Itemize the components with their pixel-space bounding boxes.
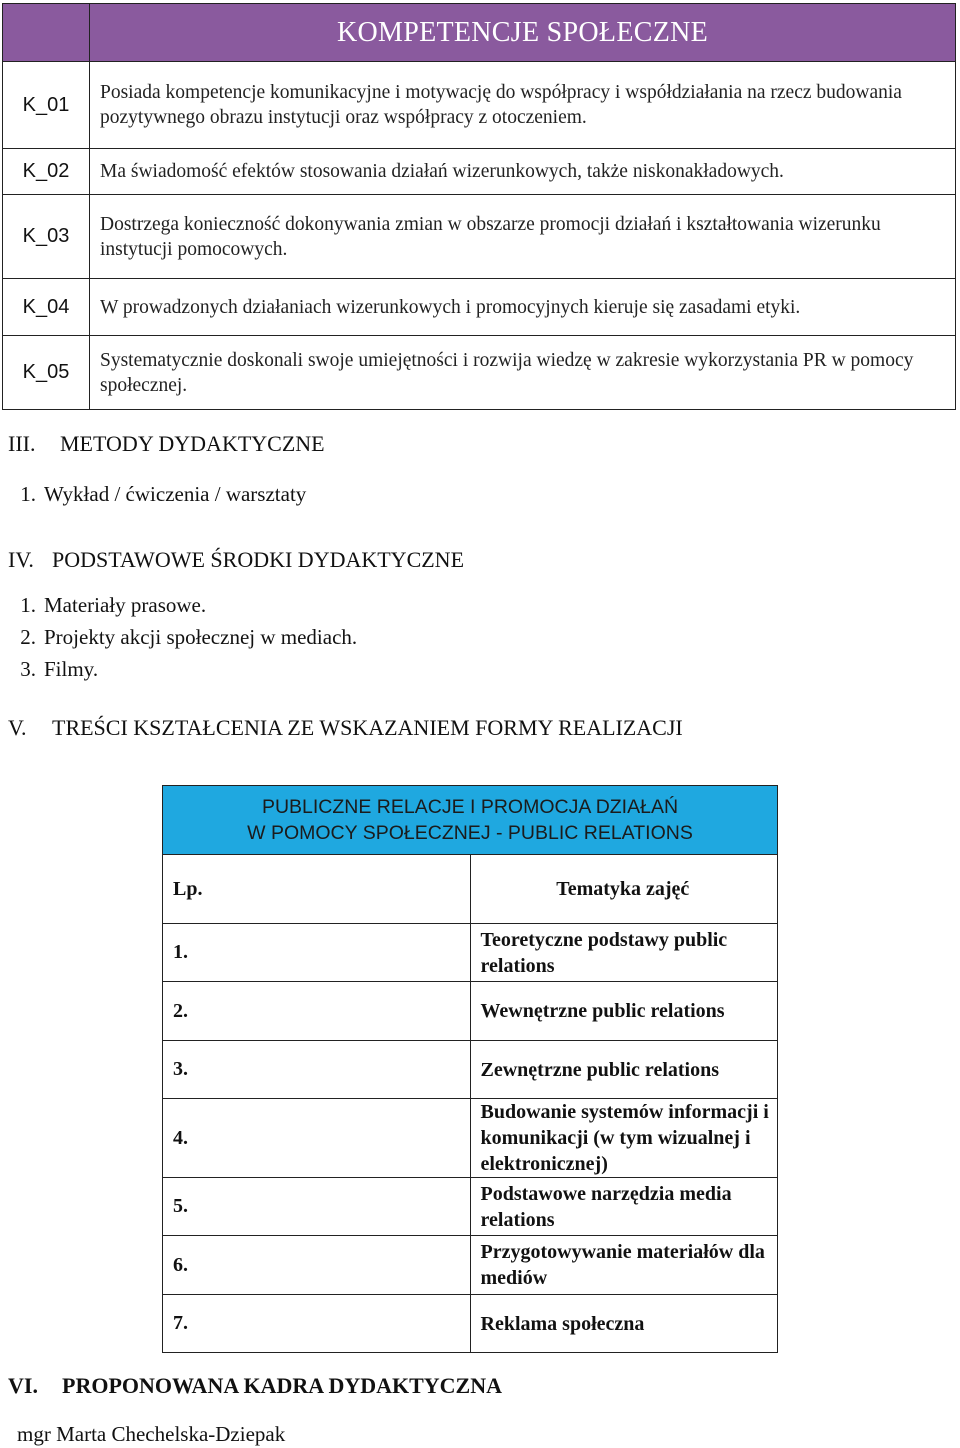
list-item: 1. Materiały prasowe. bbox=[20, 593, 207, 617]
staff-heading bbox=[8, 1372, 948, 1400]
means-title: PODSTAWOWE ŚRODKI DYDAKTYCZNE bbox=[52, 547, 465, 572]
row-number: 3. bbox=[163, 1041, 471, 1099]
row-topic: Przygotowywanie materiałów dla mediów bbox=[470, 1236, 778, 1295]
competence-text: Posiada kompetencje komunikacyjne i motywację do współpracy i współdziałania na rzecz budowania pozytywnego obrazu instytucji oraz współpracy z otoczeniem. bbox=[90, 62, 956, 149]
list-item: 1. Wykład / ćwiczenia / warsztaty bbox=[20, 482, 307, 506]
methods-heading bbox=[8, 430, 948, 458]
row-topic: Reklama społeczna bbox=[470, 1295, 778, 1353]
row-topic: Budowanie systemów informacji i komunikacji (w tym wizualnej i elektronicznej) bbox=[470, 1099, 778, 1178]
row-number: 2. bbox=[163, 982, 471, 1041]
means-section bbox=[8, 546, 948, 574]
table-row bbox=[163, 1236, 778, 1295]
row-number: 7. bbox=[163, 1295, 471, 1353]
means-number: IV. bbox=[8, 547, 34, 572]
column-header-lp: Lp. bbox=[163, 855, 471, 924]
staff-person bbox=[17, 1420, 957, 1448]
competence-code: K_01 bbox=[3, 62, 90, 149]
competence-code: K_03 bbox=[3, 195, 90, 279]
content-number: V. bbox=[8, 715, 27, 740]
competence-text: Dostrzega konieczność dokonywania zmian w obszarze promocji działań i kształtowania wizerunku instytucji pomocowych. bbox=[90, 195, 956, 279]
competence-code: K_02 bbox=[3, 149, 90, 195]
competence-row bbox=[3, 149, 956, 195]
competence-row bbox=[3, 336, 956, 410]
competences-title: KOMPETENCJE SPOŁECZNE bbox=[90, 4, 956, 62]
means-heading bbox=[8, 546, 948, 574]
competence-text: Systematycznie doskonali swoje umiejętności i rozwija wiedzę w zakresie wykorzystania PR w pomocy społecznej. bbox=[90, 336, 956, 410]
methods-number: III. bbox=[8, 431, 36, 456]
topics-column-header-row bbox=[163, 855, 778, 924]
means-list bbox=[0, 591, 940, 683]
row-topic: Zewnętrzne public relations bbox=[470, 1041, 778, 1099]
table-row bbox=[163, 1041, 778, 1099]
topics-table-header bbox=[163, 786, 778, 855]
table-row bbox=[163, 1295, 778, 1353]
row-number: 4. bbox=[163, 1099, 471, 1178]
row-number: 5. bbox=[163, 1178, 471, 1236]
methods-list bbox=[0, 480, 940, 508]
methods-section bbox=[8, 430, 948, 458]
row-topic: Teoretyczne podstawy public relations bbox=[470, 924, 778, 982]
content-heading bbox=[8, 714, 948, 742]
competence-code: K_04 bbox=[3, 279, 90, 336]
staff-title: PROPONOWANA KADRA DYDAKTYCZNA bbox=[62, 1373, 503, 1398]
content-section bbox=[8, 714, 948, 742]
table-row bbox=[163, 924, 778, 982]
competence-text: Ma świadomość efektów stosowania działań wizerunkowych, także niskonakładowych. bbox=[90, 149, 956, 195]
content-title: TREŚCI KSZTAŁCENIA ZE WSKAZANIEM FORMY REALIZACJI bbox=[52, 715, 683, 740]
topics-header-line: PUBLICZNE RELACJE I PROMOCJA DZIAŁAŃ bbox=[261, 796, 679, 818]
staff-person-name: mgr Marta Chechelska-Dziepak bbox=[17, 1422, 286, 1446]
table-row bbox=[163, 982, 778, 1041]
competence-row bbox=[3, 195, 956, 279]
methods-title: METODY DYDAKTYCZNE bbox=[60, 431, 325, 456]
list-item: 3. Filmy. bbox=[20, 657, 99, 681]
list-item: 2. Projekty akcji społecznej w mediach. bbox=[20, 625, 358, 649]
row-topic: Podstawowe narzędzia media relations bbox=[470, 1178, 778, 1236]
competence-text: W prowadzonych działaniach wizerunkowych i promocyjnych kieruje się zasadami etyki. bbox=[90, 279, 956, 336]
table-row bbox=[163, 1099, 778, 1178]
topics-header-line: W POMOCY SPOŁECZNEJ - PUBLIC RELATIONS bbox=[247, 822, 693, 844]
row-number: 6. bbox=[163, 1236, 471, 1295]
competence-code: K_05 bbox=[3, 336, 90, 410]
topics-table bbox=[162, 785, 778, 1353]
row-topic: Wewnętrzne public relations bbox=[470, 982, 778, 1041]
staff-section bbox=[8, 1372, 948, 1400]
competences-header-spacer bbox=[3, 4, 90, 62]
table-row bbox=[163, 1178, 778, 1236]
staff-number: VI. bbox=[8, 1373, 38, 1398]
competence-row bbox=[3, 62, 956, 149]
row-number: 1. bbox=[163, 924, 471, 982]
column-header-topic: Tematyka zajęć bbox=[470, 855, 778, 924]
competence-row bbox=[3, 279, 956, 336]
competences-table bbox=[2, 3, 956, 410]
